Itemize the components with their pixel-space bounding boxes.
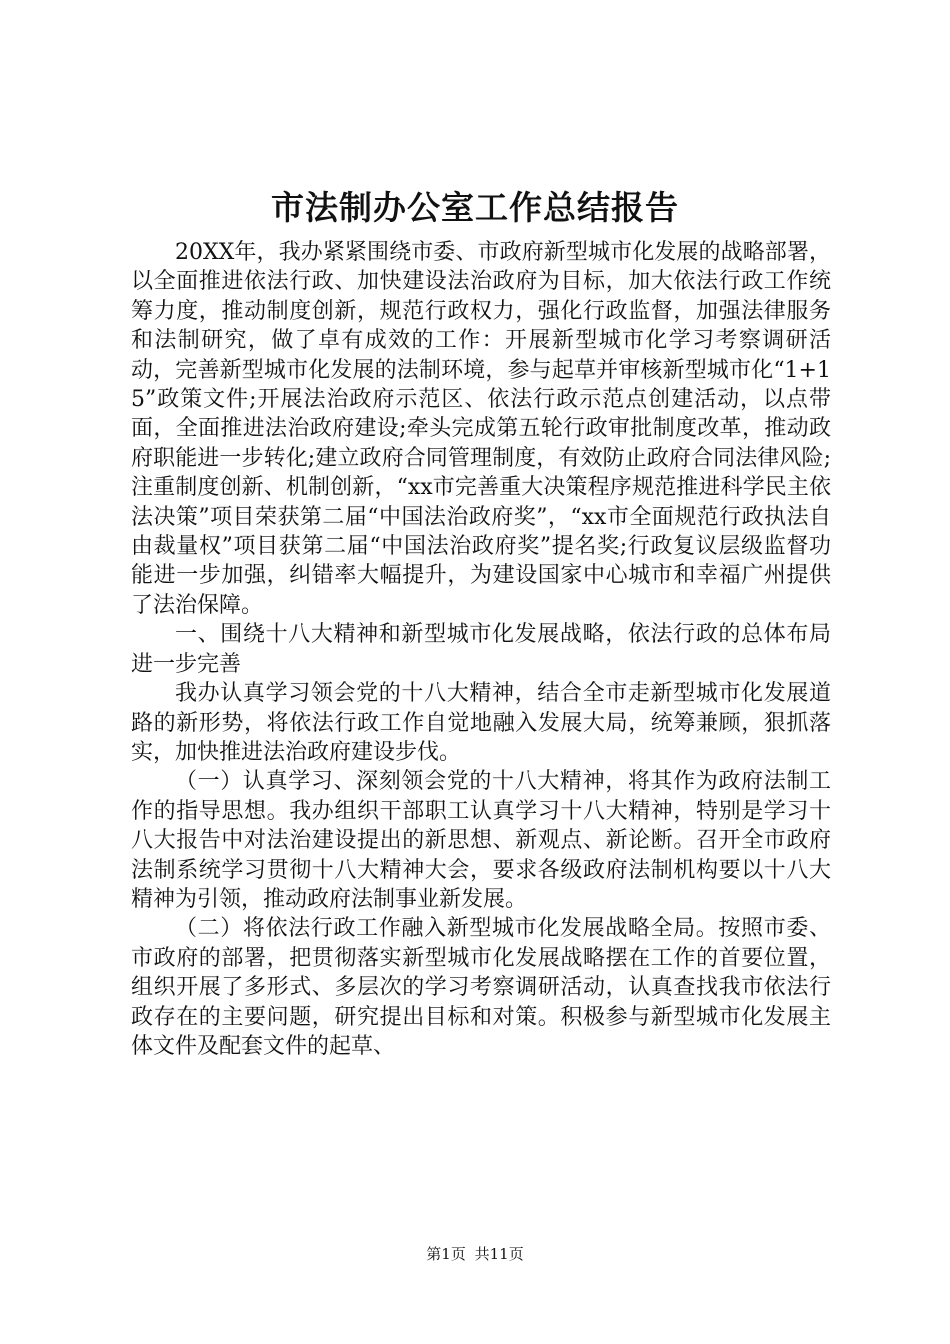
paragraph-item-2: （二）将依法行政工作融入新型城市化发展战略全局。按照市委、市政府的部署，把贯彻落实新型城市化发展战略摆在工作的首要位置，组织开展了多形式、多层次的学习考察调研活动，认真查找我市依法行政存在的主要问题，研究提出目标和对策。积极参与新型城市化发展主体文件及配套文件的起草、 <box>131 916 831 1059</box>
document-title: 市法制办公室工作总结报告 <box>271 188 679 227</box>
section-heading-1: 一、围绕十八大精神和新型城市化发展战略，依法行政的总体布局进一步完善 <box>131 622 831 677</box>
page-footer <box>0 1244 950 1264</box>
document-body <box>131 238 831 1061</box>
paragraph-section-1: 我办认真学习领会党的十八大精神，结合全市走新型城市化发展道路的新形势，将依法行政工作自觉地融入发展大局，统筹兼顾，狠抓落实，加快推进法治政府建设步伐。 <box>131 681 831 765</box>
page-total: 共11页 <box>474 1245 524 1263</box>
paragraph-item-1: （一）认真学习、深刻领会党的十八大精神，将其作为政府法制工作的指导思想。我办组织干部职工认真学习十八大精神，特别是学习十八大报告中对法治建设提出的新思想、新观点、新论断。召开全市政府法制系统学习贯彻十八大精神大会，要求各级政府法制机构要以十八大精神为引领，推动政府法制事业新发展。 <box>131 769 831 912</box>
paragraph-intro: 20XX年，我办紧紧围绕市委、市政府新型城市化发展的战略部署，以全面推进依法行政、加快建设法治政府为目标，加大依法行政工作统筹力度，推动制度创新，规范行政权力，强化行政监督，加强法律服务和法制研究，做了卓有成效的工作：开展新型城市化学习考察调研活动，完善新型城市化发展的法制环境，参与起草并审核新型城市化“1+15”政策文件;开展法治政府示范区、依法行政示范点创建活动，以点带面，全面推进法治政府建设;牵头完成第五轮行政审批制度改革，推动政府职能进一步转化;建立政府合同管理制度，有效防止政府合同法律风险;注重制度创新、机制创新，“xx市完善重大决策程序规范推进科学民主依法决策”项目荣获第二届“中国法治政府奖”，“xx市全面规范行政执法自由裁量权”项目获第二届“中国法治政府奖”提名奖;行政复议层级监督功能进一步加强，纠错率大幅提升，为建设国家中心城市和幸福广州提供了法治保障。 <box>131 240 831 618</box>
page-number: 第1页 <box>426 1245 466 1263</box>
